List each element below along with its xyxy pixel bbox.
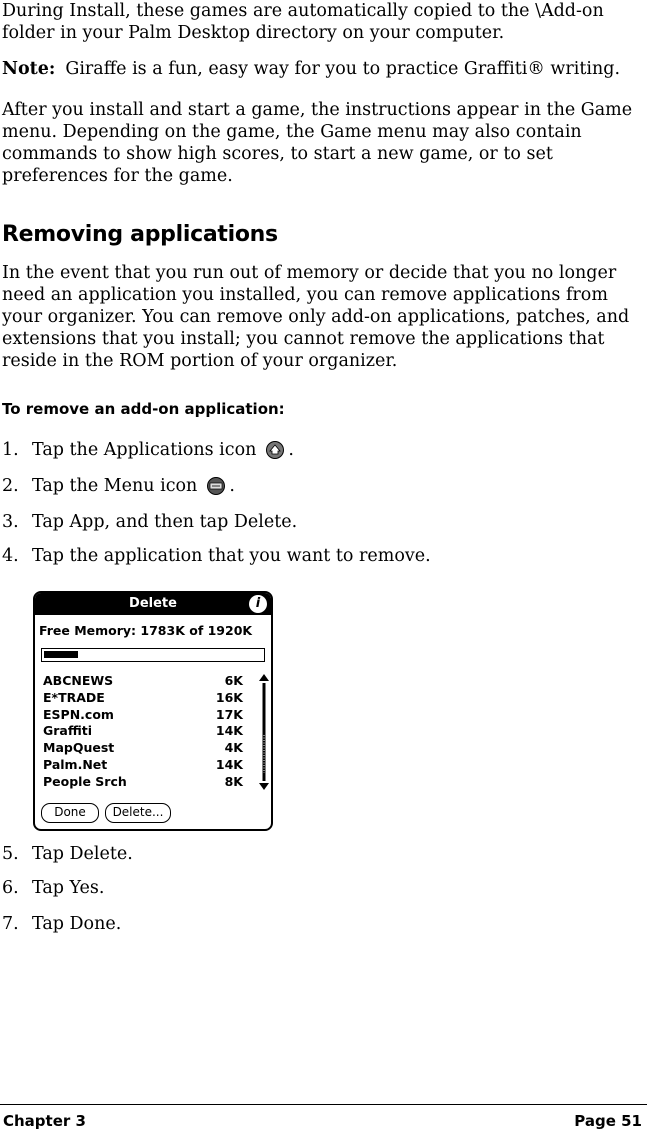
applications-icon	[264, 439, 286, 465]
note-text: Giraffe is a fun, easy way for you to practice Graffiti® writing.	[65, 59, 621, 79]
delete-screen	[33, 591, 273, 831]
list-item[interactable]: MapQuest 4K	[43, 740, 243, 756]
free-memory-label: Free Memory: 1783K of 1920K	[39, 623, 253, 638]
footer-page: Page 51	[574, 1112, 642, 1130]
intro-paragraph: During Install, these games are automatically copied to the \Add-on folder in your Palm Desktop directory on your computer.	[2, 1, 604, 43]
memory-bar	[41, 648, 265, 662]
procedure-title: To remove an add-on application:	[2, 400, 285, 418]
step-1: 1. Tap the Applications icon .	[2, 439, 294, 465]
menu-icon	[205, 475, 227, 501]
delete-button[interactable]: Delete...	[105, 803, 171, 823]
step-3: 3. Tap App, and then tap Delete.	[2, 512, 298, 532]
step-4: 4. Tap the application that you want to remove.	[2, 546, 431, 566]
delete-title: Delete	[35, 593, 271, 615]
step-2: 2. Tap the Menu icon .	[2, 475, 235, 501]
list-item[interactable]: E*TRADE 16K	[43, 689, 243, 705]
list-item[interactable]: Palm.Net 14K	[43, 756, 243, 772]
note-label: Note:	[2, 59, 56, 79]
list-item[interactable]: ESPN.com 17K	[43, 706, 243, 722]
footer-divider	[0, 1104, 647, 1105]
list-item[interactable]: ABCNEWS 6K	[43, 673, 243, 688]
scroll-arrows-icon[interactable]	[257, 673, 271, 791]
list-item[interactable]: Graffiti 14K	[43, 723, 243, 739]
app-list	[43, 673, 243, 791]
note	[2, 58, 620, 80]
list-item[interactable]: People Srch 8K	[43, 773, 243, 789]
step-5: 5. Tap Delete.	[2, 844, 133, 864]
after-install-paragraph: After you install and start a game, the instructions appear in the Game menu. Depending on the game, the Game menu may also contain commands to show high scores, to start a new game, or to set preferences for the game.	[2, 100, 633, 186]
section-heading: Removing applications	[2, 222, 278, 247]
info-icon[interactable]: i	[249, 595, 267, 613]
memory-bar-fill	[44, 651, 78, 658]
step-6: 6. Tap Yes.	[2, 878, 105, 898]
step-7: 7. Tap Done.	[2, 914, 122, 934]
footer-chapter: Chapter 3	[3, 1112, 86, 1130]
done-button[interactable]: Done	[41, 803, 99, 823]
section-body: In the event that you run out of memory or decide that you no longer need an application you installed, you can remove applications from your organizer. You can remove only add-on applications, patches, and extensions that you install; you cannot remove the applications that reside in the ROM portion of your organizer.	[2, 263, 630, 371]
